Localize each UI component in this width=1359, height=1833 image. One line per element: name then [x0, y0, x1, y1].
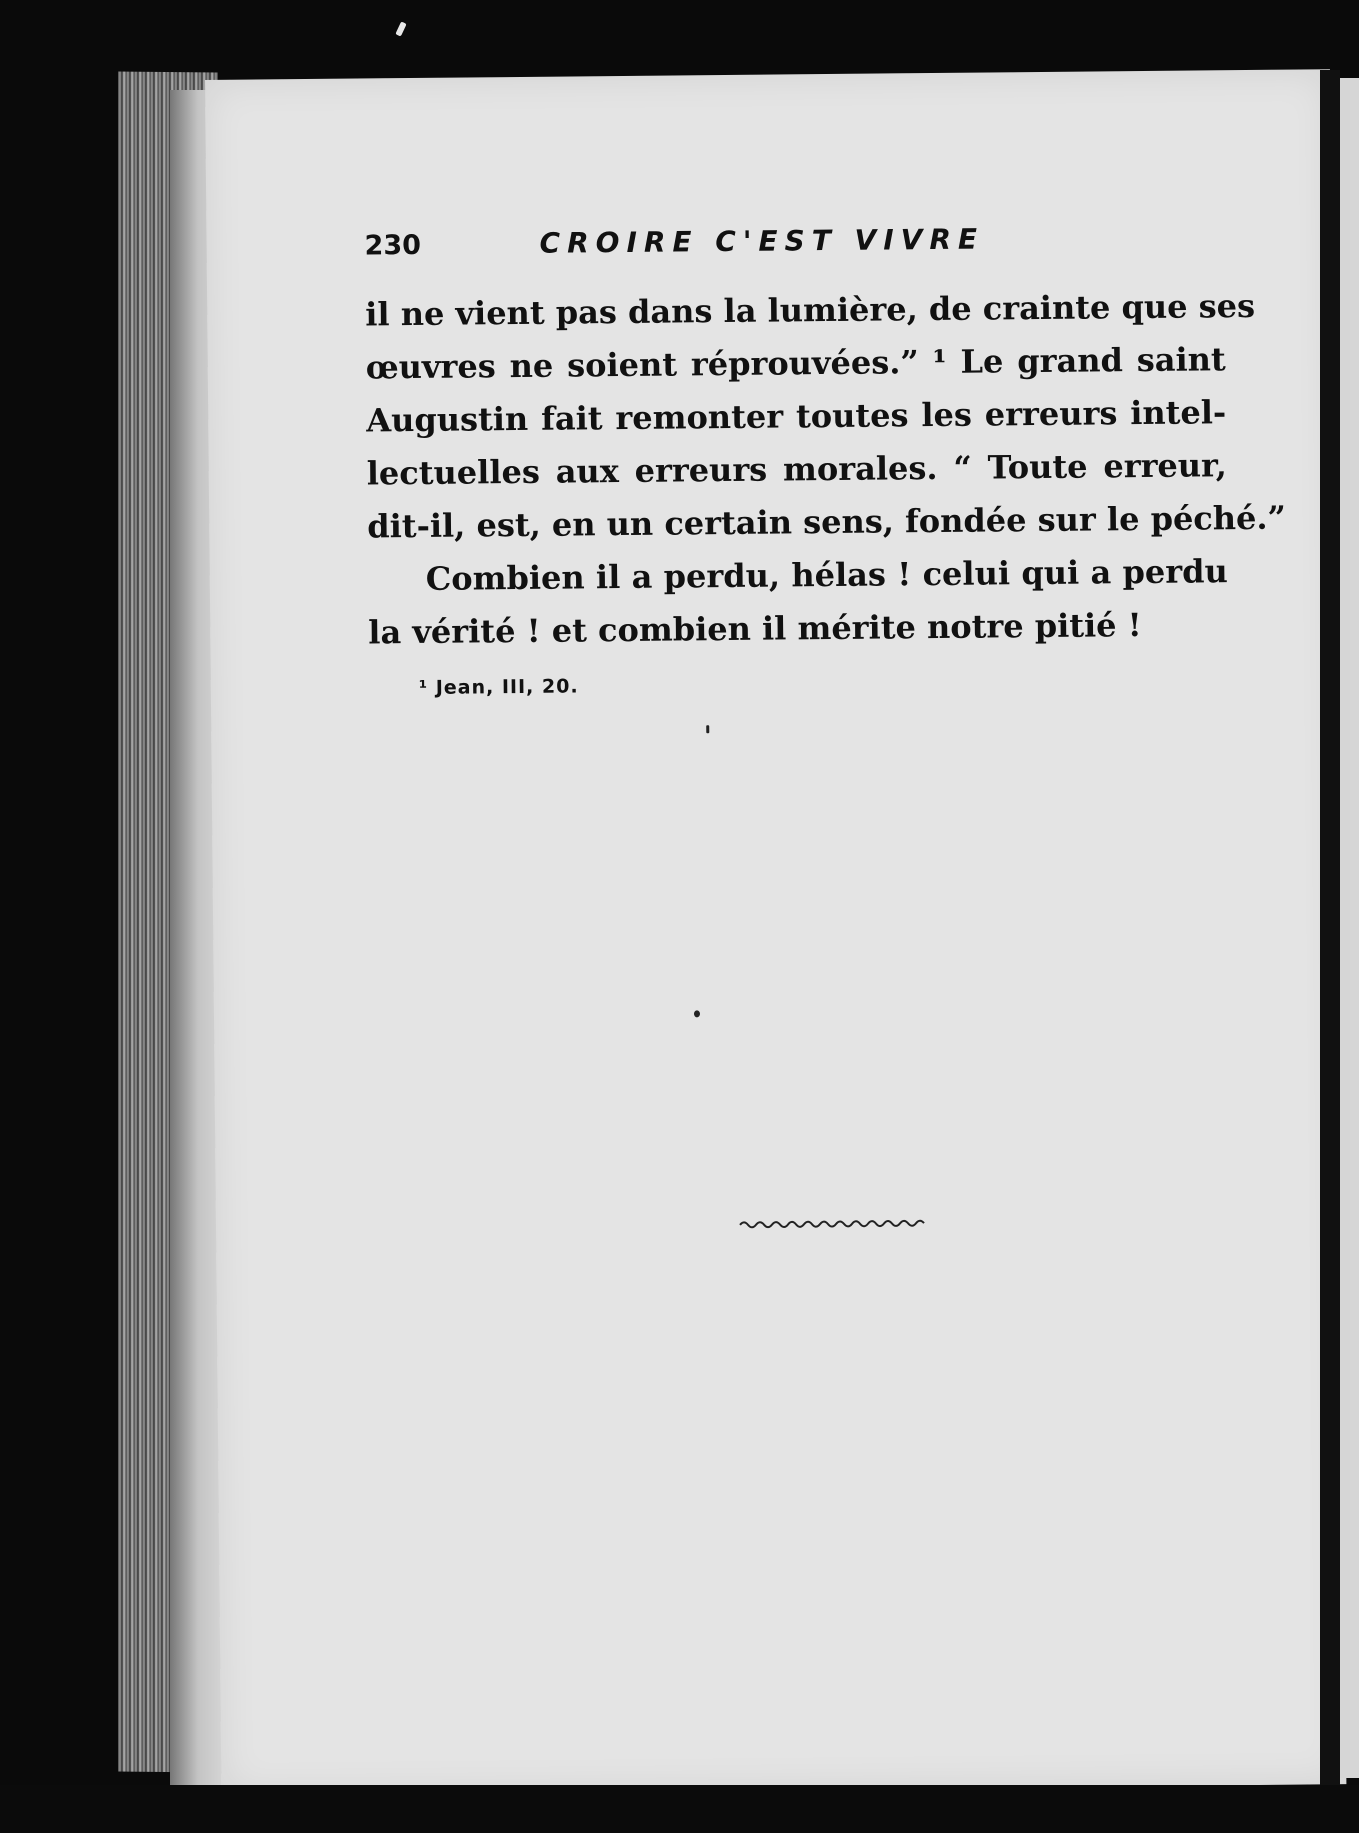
paragraph-1 [365, 280, 1287, 553]
wavy-rule-ornament-icon [736, 1213, 936, 1235]
body-line: il ne vient pas dans la lumière, de crainte que ses [365, 286, 1256, 334]
body-line: lectuelles aux erreurs morales. “ Toute erreur, [366, 446, 1227, 493]
running-title: CROIRE C'EST VIVRE [539, 222, 985, 260]
page-speck [706, 725, 709, 733]
body-line: Combien il a perdu, hélas ! celui qui a perdu [425, 552, 1228, 598]
body-line: œuvres ne soient réprouvées.” ¹ Le grand saint [365, 340, 1226, 387]
paragraph-2 [368, 545, 1229, 659]
page-speck [694, 1010, 700, 1017]
body-line: la vérité ! et combien il mérite notre pitié ! [368, 606, 1142, 652]
footnote: ¹ Jean, III, 20. [418, 675, 579, 699]
scan-background-bottom [0, 1785, 1359, 1833]
page-text-block [364, 220, 1287, 699]
facing-page-edge [1340, 78, 1359, 1778]
page-header [364, 220, 1225, 288]
book-page [205, 69, 1346, 1795]
body-line: dit-il, est, en un certain sens, fondée sur le péché.” [367, 498, 1287, 546]
page-number: 230 [364, 229, 422, 262]
body-line: Augustin fait remonter toutes les erreurs intel- [366, 393, 1227, 440]
book-gutter [1320, 70, 1340, 1790]
scan-mark [395, 21, 406, 36]
